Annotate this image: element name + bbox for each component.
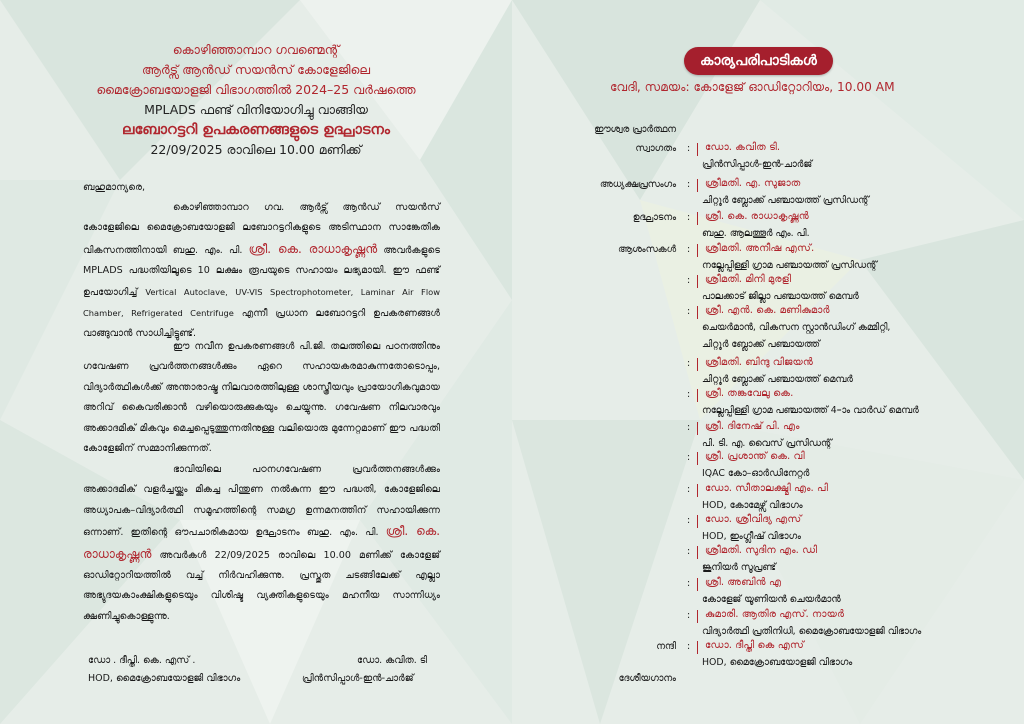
header-block — [40, 40, 472, 160]
signature-right-name: ഡോ. കവിത. ടി — [357, 655, 428, 666]
mp-name-highlight-2: ശ്രീ. കെ. രാധാകൃഷ്ണൻ — [83, 524, 441, 561]
programme-item-name: ശ്രീ. പ്രശാന്ത് കെ. വി — [702, 451, 805, 463]
programme-item-label: ആശംസകൾ — [617, 244, 676, 255]
programme-item-name: ഡോ. കവിത ടി. — [702, 142, 780, 154]
programme-item-separator: : — [687, 143, 691, 154]
programme-item-title: വിദ്യാർത്ഥി പ്രതിനിധി, മൈക്രോബയോളജി വിഭാഗം — [702, 626, 922, 637]
programme-item-title: പാലക്കാട് ജില്ലാ പഞ്ചായത്ത് മെമ്പർ — [702, 291, 859, 302]
header-line-datetime: 22/09/2025 രാവിലെ 10.00 മണിക്ക് — [150, 142, 362, 157]
programme-item-label: അധ്യക്ഷപ്രസംഗം — [599, 179, 676, 190]
programme-item-title: പ്രിൻസിപ്പാൾ-ഇൻ-ചാർജ് — [702, 159, 813, 170]
signature-right-role: പ്രിൻസിപ്പാൾ-ഇൻ-ചാർജ് — [302, 673, 414, 684]
programme-title-badge: കാര്യപരിപാടികൾ — [684, 47, 833, 75]
programme-item-separator: : — [687, 244, 691, 255]
programme-item-name: ശ്രീമതി. സുദിന എം. ഡി — [702, 545, 817, 557]
header-line-college: കൊഴിഞ്ഞാമ്പാറ ഗവണ്മെന്റ് — [172, 42, 340, 57]
header-line-college-2: ആർട്സ് ആൻഡ് സയൻസ് കോളേജിലെ — [141, 62, 371, 77]
programme-item-name: ശ്രീമതി. മിനി മുരളി — [702, 274, 791, 286]
programme-item-title: ചിറ്റൂർ ബ്ലോക്ക് പഞ്ചായത്ത് മെമ്പർ — [702, 374, 853, 385]
signature-left-name: ഡോ . ദീപ്തി. കെ. എസ് . — [88, 655, 196, 666]
programme-item-separator: : — [687, 306, 691, 317]
programme-item-name: ശ്രീ. ദിനേഷ് പി. എം — [702, 421, 800, 433]
programme-item-separator: : — [687, 422, 691, 433]
signature-left-role: HOD, മൈക്രോബയോളജി വിഭാഗം — [88, 673, 241, 684]
programme-item-name: ശ്രീമതി. ബിന്ദു വിജയൻ — [702, 357, 813, 369]
programme-item-title: HOD, കോമേഴ്സ് വിഭാഗം — [702, 500, 803, 511]
venue-time: വേദി, സമയം: കോളേജ് ഓഡിറ്റോറിയം, 10.00 AM — [610, 80, 895, 94]
programme-item-label: ഉദ്ഘാടനം — [632, 212, 676, 223]
programme-item-title: ബഹു. ആലത്തൂർ എം. പി. — [702, 228, 810, 239]
letter-p1-text-a: കൊഴിഞ്ഞാമ്പാറ ഗവ. ആർട്സ് ആൻഡ് സയൻസ് കോളേജിലെ മൈക്രോബയോളജി ലബോറട്ടറികളുടെ അടിസ്ഥാന സാങ്കേതിക വികസനത്തിനായി ബഹു. എം. പി. — [83, 202, 440, 256]
programme-item-title: കോളേജ് യൂണിയൻ ചെയർമാൻ — [702, 594, 841, 605]
programme-item-separator: : — [687, 578, 691, 589]
letter-paragraph-3 — [83, 460, 440, 627]
programme-item-separator: : — [687, 484, 691, 495]
signature-left — [88, 652, 240, 688]
letter-paragraph-1 — [83, 198, 440, 345]
header-line-department: മൈക്രോബയോളജി വിഭാഗത്തിൽ 2024–25 വർഷത്തെ — [96, 82, 416, 97]
programme-item-name: ശ്രീ. എൻ. കെ. മണികുമാർ — [702, 305, 830, 317]
programme-item-label: ഈശ്വര പ്രാർത്ഥന — [594, 124, 676, 135]
programme-item-separator: : — [687, 452, 691, 463]
programme-item-label: സ്വാഗതം — [635, 143, 676, 154]
programme-item-name: ശ്രീമതി. അനീഷ എസ്. — [702, 243, 814, 255]
programme-item-separator: : — [687, 212, 691, 223]
programme-item-separator: : — [687, 515, 691, 526]
programme-item-separator: : — [687, 358, 691, 369]
letter-paragraph-2: ഈ നവീന ഉപകരണങ്ങൾ പി.ജി. തലത്തിലെ പഠനത്തിനും ഗവേഷണ പ്രവർത്തനങ്ങൾക്കും ഏറെ സഹായകരമാകുന്നതോടൊപ്പം, വിദ്യാർത്ഥികൾക്ക് അന്താരാഷ്ട്ര നിലവാരത്തിലുള്ള ശാസ്ത്രീയവും പ്രായോഗികവുമായ അറിവ് കൈവരിക്കാൻ വഴിയൊരുക്കുകയും ചെയ്യുന്നു. ഗവേഷണ നിലവാരവും അക്കാദമിക് മികവും മെച്ചപ്പെടുത്തുന്നതിനുള്ള വലിയൊരു മുന്നേറ്റമാണ് ഈ പദ്ധതി കോളേജിന് സമ്മാനിക്കുന്നത്. — [83, 341, 440, 455]
salutation: ബഹുമാന്യരെ, — [83, 182, 146, 193]
programme-item-title: ചെയർമാൻ, വികസന സ്റ്റാൻഡിംഗ് കമ്മിറ്റി, — [702, 322, 891, 333]
header-line-event: ലബോറട്ടറി ഉപകരണങ്ങളുടെ ഉദ്ഘാടനം — [122, 122, 390, 138]
programme-item-separator: : — [687, 610, 691, 621]
programme-item-title: IQAC കോ–ഓർഡിനേറ്റർ — [702, 468, 810, 479]
programme-item-separator: : — [687, 275, 691, 286]
programme-item-separator: : — [687, 389, 691, 400]
header-line-fund: MPLADS ഫണ്ട് വിനിയോഗിച്ചു വാങ്ങിയ — [144, 102, 368, 117]
programme-item-name: കുമാരി. ആതിര എസ്. നായർ — [702, 609, 844, 621]
mp-name-highlight: ശ്രീ. കെ. രാധാകൃഷ്ണൻ — [248, 241, 378, 256]
signature-right — [302, 652, 427, 688]
programme-item-title: നല്ലേപ്പിള്ളി ഗ്രാമ പഞ്ചായത്ത് 4–ാം വാർഡ് മെമ്പർ — [702, 405, 919, 416]
equipment-list: Vertical Autoclave, UV-VIS Spectrophotometer, Laminar Air Flow Chamber, Refrigerated Centrifuge — [83, 286, 440, 319]
letter-p1-text-b: അവർകളുടെ MPLADS പദ്ധതിയിലൂടെ 10 ലക്ഷം രൂപയുടെ സഹായം ലഭ്യമായി. ഈ ഫണ്ട് ഉപയോഗിച്ച് — [83, 244, 441, 298]
programme-panel — [512, 0, 1024, 724]
programme-item-name: ശ്രീ. അബിൻ എ — [702, 577, 781, 589]
programme-item-name: ഡോ. ദീപ്തി കെ എസ് — [702, 640, 804, 652]
programme-item-label: ദേശീയഗാനം — [618, 673, 676, 684]
programme-item-title: ജൂനിയർ സൂപ്രണ്ട് — [702, 562, 776, 573]
programme-item-name: ഡോ. ശ്രീവിദ്യ എസ് — [702, 514, 801, 526]
letter-p3-text-a: ഭാവിയിലെ പഠനഗവേഷണ പ്രവർത്തനങ്ങൾക്കും അക്കാദമിക് വളർച്ചയ്ക്കും മികച്ച പിന്തുണ നൽകുന്ന ഈ പദ്ധതി, കോളേജിലെ അധ്യാപക–വിദ്യാർത്ഥി സമൂഹത്തിന്റെ സമഗ്ര ഉന്നമനത്തിന് സഹായിക്കുന്ന ഒന്നാണ്. ഇതിന്റെ ഔപചാരികമായ ഉദ്ഘാടനം ബഹു. എം. പി. — [83, 464, 440, 539]
programme-item-title: HOD, ഇംഗ്ലീഷ് വിഭാഗം — [702, 531, 801, 542]
programme-item-name: ശ്രീമതി. എ. സുജാത — [702, 178, 800, 190]
programme-item-separator: : — [687, 641, 691, 652]
programme-item-title: പി. ടി. എ. വൈസ് പ്രസിഡന്റ് — [702, 438, 832, 449]
programme-item-name: ഡോ. സീതാലക്ഷ്മി എം. പി — [702, 483, 828, 495]
programme-item-title-2: ചിറ്റൂർ ബ്ലോക്ക് പഞ്ചായത്ത് — [702, 339, 820, 350]
programme-item-name: ശ്രീ. കെ. രാധാകൃഷ്ണൻ — [702, 211, 809, 223]
programme-item-separator: : — [687, 546, 691, 557]
programme-item-title: HOD, മൈക്രോബയോളജി വിഭാഗം — [702, 657, 853, 668]
programme-item-title: നല്ലേപ്പിള്ളി ഗ്രാമ പഞ്ചായത്ത് പ്രസിഡന്റ് — [702, 260, 878, 271]
letter-p1-text-c: എന്നീ പ്രധാന ലബോറട്ടറി ഉപകരണങ്ങൾ വാങ്ങുവാൻ സാധിച്ചിട്ടുണ്ട്. — [83, 308, 440, 340]
programme-item-separator: : — [687, 179, 691, 190]
programme-item-title: ചിറ്റൂർ ബ്ലോക്ക് പഞ്ചായത്ത് പ്രസിഡന്റ് — [702, 195, 870, 206]
programme-item-name: ശ്രീ. തങ്കവേലു കെ. — [702, 388, 793, 400]
letter-p3-text-b: അവർകൾ 22/09/2025 രാവിലെ 10.00 മണിക്ക് കോളേജ് ഓഡിറ്റോറിയത്തിൽ വച്ച് നിർവഹിക്കുന്നു. പ്രസ്തുത ചടങ്ങിലേക്ക് എല്ലാ അഭ്യുദയകാംക്ഷികളുടെയും വിശിഷ്ട വ്യക്തികളുടെയും മഹനീയ സാന്നിധ്യം ക്ഷണിച്ചുകൊള്ളുന്നു. — [83, 549, 440, 622]
programme-item-label: നന്ദി — [656, 641, 676, 652]
